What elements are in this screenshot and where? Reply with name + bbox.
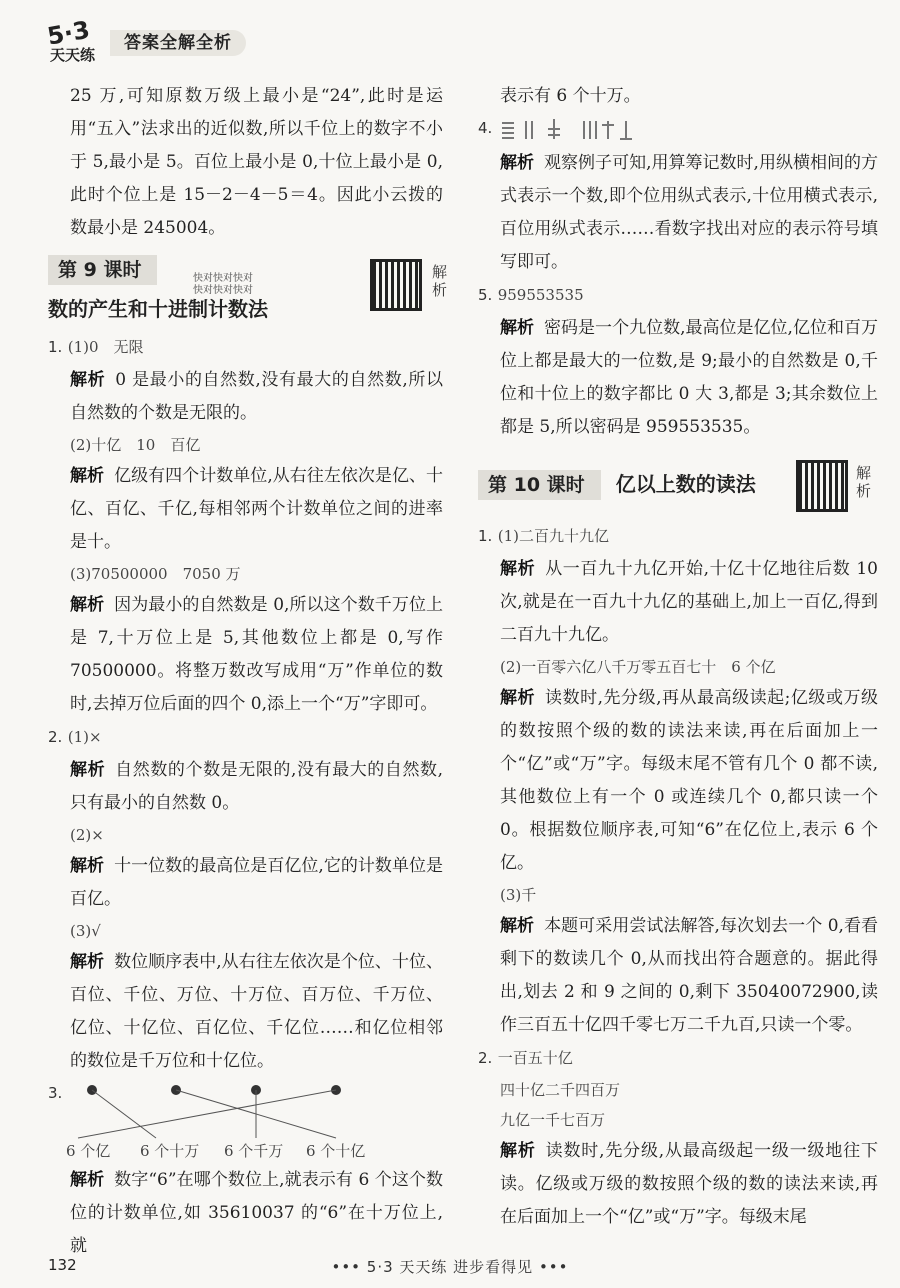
footer-slogan: ••• 5·3 天天练 进步看得见 ••• [331,1258,569,1276]
lesson-10-header [478,460,878,516]
q4-explain: 解析 观察例子可知,用算筹记数时,用纵横相间的方式表示一个数,即个位用纵式表示,十位用横式表示,百位用纵式表示……看数字找出对应的表示符号填写即可。 [500,153,879,272]
right-continuation: 表示有 6 个十万。 [500,86,641,106]
q2-answer-1: 2. (1)× [48,728,102,746]
q3-matching [48,1078,443,1164]
q1-explain-2: 解析 亿级有四个计数单位,从右往左依次是亿、十亿、百亿、千亿,每相邻两个计数单位之间的进率是十。 [70,466,444,552]
q3-label-4: 6 个十亿 [306,1142,366,1160]
lesson-10-name: 亿以上数的读法 [615,472,756,496]
brand-logo [44,18,110,64]
lesson-9-header [48,255,448,327]
q3-label-1: 6 个亿 [66,1142,111,1160]
qr-jiexi-label-2: 解析 [856,464,872,500]
right-column [478,80,878,1234]
page-number: 132 [48,1256,77,1274]
qr-code-icon-2[interactable] [796,460,848,512]
r1-explain-1: 解析 从一百九十九亿开始,十亿十亿地往后数 10 次,就是在一百九十九亿的基础上,加上一百亿,得到二百九十九亿。 [500,559,878,645]
q5-answer: 5. 959553535 [478,286,584,304]
qr-jiexi-label: 解析 [432,263,448,299]
q1-explain-3: 解析 因为最小的自然数是 0,所以这个数千万位上是 7,十万位上是 5,其他数位上都是 0,写作 70500000。将整万数改写成用“万”作单位的数时,去掉万位后面的四个 0,添上一个“万”字即可。 [70,595,444,714]
q2-explain-2: 解析 十一位数的最高位是百亿位,它的计数单位是百亿。 [70,856,444,909]
q3-label-3: 6 个千万 [224,1142,284,1160]
q1-answer-3: (3)70500000 7050 万 [70,565,241,583]
header-title: 答案全解全析 [110,30,246,56]
qr-code-icon[interactable] [370,259,422,311]
r1-answer-1: 1. (1)二百九十九亿 [478,527,609,545]
q2-explain-3: 解析 数位顺序表中,从右往左依次是个位、十位、百位、千位、万位、十万位、百万位、千万位、亿位、十亿位、百亿位、千亿位……和亿位相邻的数位是千万位和十亿位。 [70,952,444,1071]
left-continuation: 25 万,可知原数万级上最小是“24”,此时是运用“五入”法求出的近似数,所以千位上的数字不小于 5,最小是 5。百位上最小是 0,十位上最小是 0,此时个位上是 15－2－4－5＝4。因此小云拨的数最小是 245004。 [70,86,443,238]
r2-explain: 解析 读数时,先分级,从最高级起一级一级地往下读。亿级或万级的数按照个级的数的读法来读,再在后面加上一个“亿”或“万”字。每级末尾 [500,1141,878,1227]
r1-explain-3: 解析 本题可采用尝试法解答,每次划去一个 0,看看剩下的数读几个 0,从而找出符合题意的。据此得出,划去 2 和 9 之间的 0,剩下 35040072900,读作三百五十亿四千零七万二千九百,只读一个零。 [500,916,879,1035]
lesson-9-name: 数的产生和十进制计数法 [48,297,268,321]
lesson-10-tag: 第 10 课时 [478,470,601,500]
r2-answer-1: 2. 一百五十亿 [478,1049,573,1067]
q2-answer-3: (3)√ [70,922,101,940]
q3-label-2: 6 个十万 [140,1142,200,1160]
q1-answer-2: (2)十亿 10 百亿 [70,436,201,454]
counting-rods-icon [502,115,682,145]
left-column [48,80,448,1263]
q2-answer-2: (2)× [70,826,104,844]
q1-answer-1: 1. (1)0 无限 [48,338,144,356]
lesson-9-tag: 第 9 课时 [48,255,157,285]
kuai-stamp: 快对快对快对快对快对快对 [193,273,253,296]
r1-explain-2: 解析 读数时,先分级,再从最高级读起;亿级或万级的数按照个级的数的读法来读,再在后面加上一个“亿”或“万”字。每级末尾不管有几个 0 都不读,其他数位上有一个 0 或连续几个 0,都只读一个 0。根据数位顺序表,可知“6”在亿位上,表示 6 个亿。 [500,688,878,873]
r1-answer-2: (2)一百零六亿八千万零五百七十 6 个亿 [500,658,776,676]
q2-explain-1: 解析 自然数的个数是无限的,没有最大的自然数,只有最小的自然数 0。 [70,760,444,813]
page-footer [0,1250,900,1280]
r1-answer-3: (3)千 [500,886,537,904]
q1-explain-1: 解析 0 是最小的自然数,没有最大的自然数,所以自然数的个数是无限的。 [70,370,444,423]
q4-answer: 4. [478,113,878,147]
svg-text:天天练: 天天练 [50,46,96,64]
q5-explain: 解析 密码是一个九位数,最高位是亿位,亿位和百万位上都是最大的一位数,是 9;最小的自然数是 0,千位和十位上的数字都比 0 大 3,都是 3;其余数位上都是 5,所以密码是 959553535。 [500,318,879,437]
r2-answer-2: 四十亿二千四百万 [500,1081,621,1099]
r2-answer-3: 九亿一千七百万 [500,1111,606,1129]
q3-number: 3. [48,1084,63,1102]
svg-text:5·3: 5·3 [45,18,92,51]
q3-explain: 解析 数字“6”在哪个数位上,就表示有 6 个这个数位的计数单位,如 35610037 的“6”在十万位上,就 [70,1170,443,1256]
